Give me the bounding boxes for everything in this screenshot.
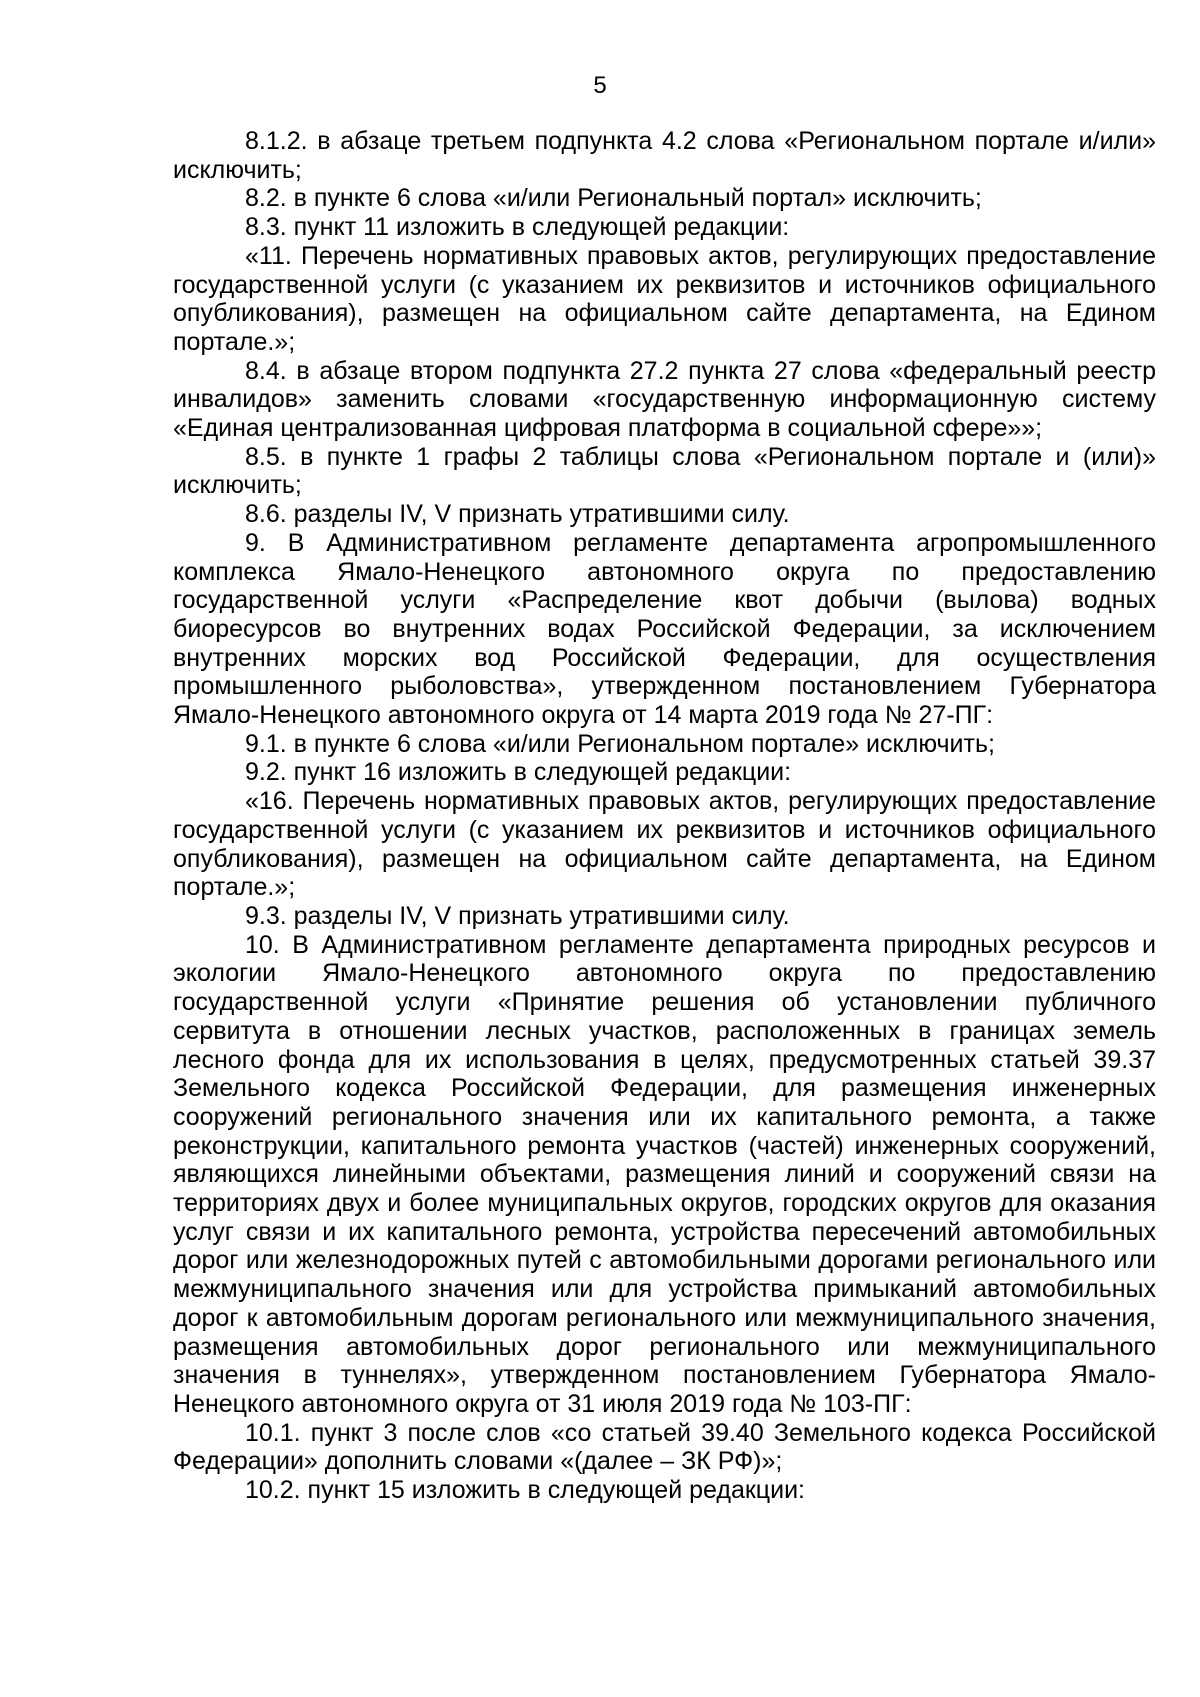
quoted-paragraph-16: «16. Перечень нормативных правовых актов, регулирующих предоставление государственной услуги (с указанием их реквизитов и источников официального опубликования), размещен на официальном сайте департамента, на Едином портале.»; <box>173 787 1156 902</box>
paragraph-8-3: 8.3. пункт 11 изложить в следующей редакции: <box>245 213 790 242</box>
paragraph-10: 10. В Административном регламенте департамента природных ресурсов и экологии Ямало-Ненецкого автономного округа по предоставлению государственной услуги «Принятие решения об установлении публичного сервитута в отношении лесных участков, расположенных в границах земель лесного фонда для их использования в целях, предусмотренных статьей 39.37 Земельного кодекса Российской Федерации, для размещения инженерных сооружений регионального значения или их капитального ремонта, а также реконструкции, капитального ремонта участков (частей) инженерных сооружений, являющихся линейными объектами, размещения линий и сооружений связи на территориях двух и более муниципальных округов, городских округов для оказания услуг связи и их капитального ремонта, устройства пересечений автомобильных дорог или железнодорожных путей с автомобильными дорогами регионального или межмуниципального значения или для устройства примыканий автомобильных дорог к автомобильным дорогам регионального или межмуниципального значения, размещения автомобильных дорог регионального или межмуниципального значения в туннелях», утвержденном постановлением Губернатора Ямало-Ненецкого автономного округа от 31 июля 2019 года № 103-ПГ: <box>173 930 1156 1418</box>
paragraph-9: 9. В Административном регламенте департамента агропромышленного комплекса Ямало-Ненецкого автономного округа по предоставлению государственной услуги «Распределение квот добычи (вылова) водных биоресурсов во внутренних водах Российской Федерации, за исключением внутренних морских вод Российской Федерации, для осуществления промышленного рыболовства», утвержденном постановлением Губернатора Ямало-Ненецкого автономного округа от 14 марта 2019 года № 27-ПГ: <box>173 528 1156 730</box>
page-number: 5 <box>593 72 607 99</box>
paragraph-9-3: 9.3. разделы IV, V признать утратившими силу. <box>245 901 790 930</box>
paragraph-8-1-2: 8.1.2. в абзаце третьем подпункта 4.2 слова «Региональном портале и/или» исключить; <box>173 127 1156 184</box>
paragraph-8-6: 8.6. разделы IV, V признать утратившими силу. <box>245 500 790 529</box>
paragraph-10-2: 10.2. пункт 15 изложить в следующей редакции: <box>245 1476 805 1505</box>
paragraph-8-5: 8.5. в пункте 1 графы 2 таблицы слова «Региональном портале и (или)» исключить; <box>173 442 1156 500</box>
paragraph-8-2: 8.2. в пункте 6 слова «и/или Региональный портал» исключить; <box>245 184 982 213</box>
paragraph-9-1: 9.1. в пункте 6 слова «и/или Региональном портале» исключить; <box>245 729 995 758</box>
quoted-paragraph-11: «11. Перечень нормативных правовых актов, регулирующих предоставление государственной услуги (с указанием их реквизитов и источников официального опубликования), размещен на официальном сайте департамента, на Едином портале.»; <box>173 241 1156 356</box>
document-body <box>173 127 1156 1505</box>
paragraph-8-4: 8.4. в абзаце втором подпункта 27.2 пункта 27 слова «федеральный реестр инвалидов» заменить словами «государственную информационную систему «Единая централизованная цифровая платформа в социальной сфере»»; <box>173 356 1156 443</box>
paragraph-9-2: 9.2. пункт 16 изложить в следующей редакции: <box>245 758 792 787</box>
paragraph-10-1: 10.1. пункт 3 после слов «со статьей 39.40 Земельного кодекса Российской Федерации» дополнить словами «(далее – ЗК РФ)»; <box>173 1418 1156 1476</box>
